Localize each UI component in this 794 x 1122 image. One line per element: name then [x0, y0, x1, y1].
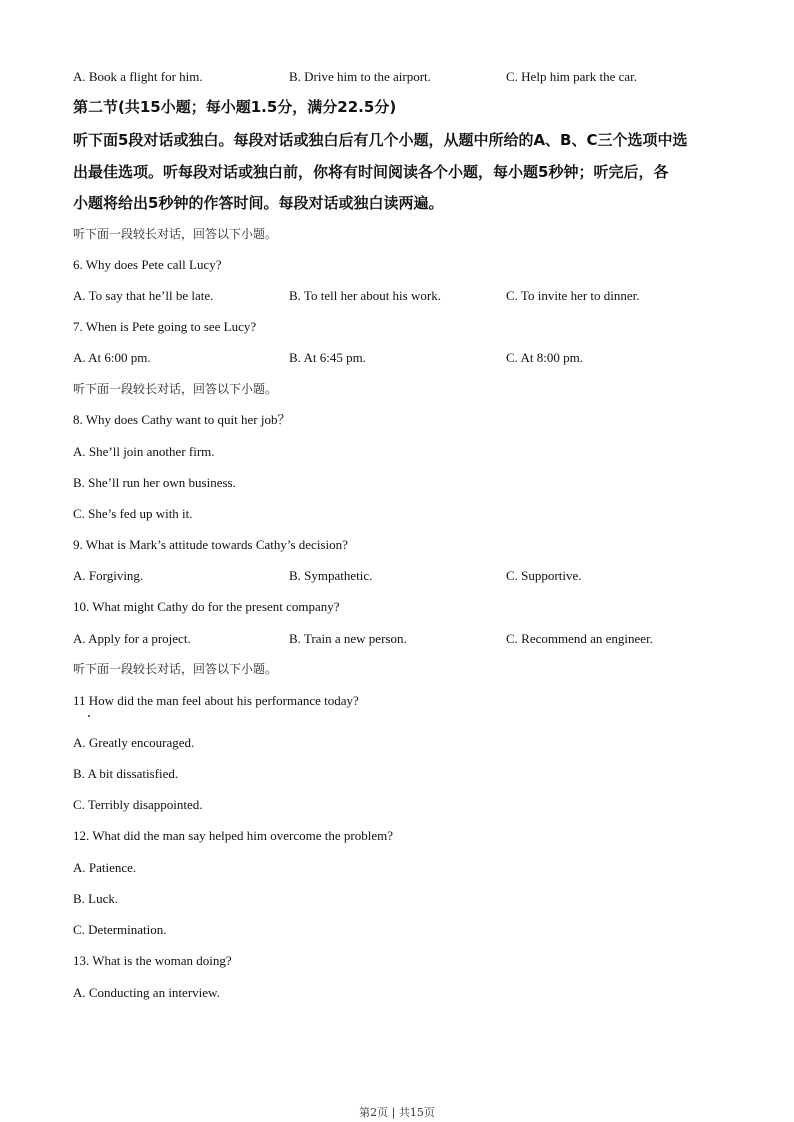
q10-option-a: A. Apply for a project. [73, 631, 191, 646]
q6-option-a: A. To say that he’ll be late. [73, 288, 214, 303]
q13-question: 13. What is the woman doing? [73, 953, 232, 968]
q10-option-b: B. Train a new person. [289, 631, 407, 646]
q11-option-b: B. A bit dissatisfied. [73, 766, 179, 781]
q10-option-c: C. Recommend an engineer. [506, 631, 653, 646]
section2-instruction-line-1: 听下面5段对话或独白。每段对话或独白后有几个小题，从题中所给的A、B、C三个选项中选 [73, 131, 688, 149]
q9-question: 9. What is Mark’s attitude towards Cathy’s decision? [73, 537, 348, 552]
listen-note-1: 听下面一段较长对话，回答以下小题。 [73, 227, 278, 241]
q5-option-b: B. Drive him to the airport. [289, 69, 431, 84]
section2-instruction-line-3: 小题将给出5秒钟的作答时间。每段对话或独白读两遍。 [73, 194, 444, 212]
q12-question: 12. What did the man say helped him overcome the problem? [73, 828, 393, 843]
q11-option-c: C. Terribly disappointed. [73, 797, 203, 812]
listen-note-2: 听下面一段较长对话，回答以下小题。 [73, 382, 278, 396]
q9-option-c: C. Supportive. [506, 568, 582, 583]
q12-option-a: A. Patience. [73, 860, 137, 875]
q11-question: 11 How did the man feel about his performance today? [73, 693, 359, 708]
q12-option-b: B. Luck. [73, 891, 119, 906]
q5-option-a: A. Book a flight for him. [73, 69, 203, 84]
q8-option-b: B. She’ll run her own business. [73, 475, 236, 490]
q8-question: 8. Why does Cathy want to quit her job？ [73, 412, 291, 427]
stray-dot [88, 715, 90, 717]
q6-option-c: C. To invite her to dinner. [506, 288, 640, 303]
q11-option-a: A. Greatly encouraged. [73, 735, 195, 750]
page-footer: 第2页 | 共15页 [359, 1106, 435, 1119]
q8-option-c: C. She’s fed up with it. [73, 506, 193, 521]
listen-note-3: 听下面一段较长对话，回答以下小题。 [73, 662, 278, 676]
q5-option-c: C. Help him park the car. [506, 69, 638, 84]
q6-option-b: B. To tell her about his work. [289, 288, 441, 303]
q6-question: 6. Why does Pete call Lucy? [73, 257, 222, 272]
section2-heading: 第二节(共15小题；每小题1.5分，满分22.5分) [73, 98, 397, 116]
q12-option-c: C. Determination. [73, 922, 167, 937]
q9-option-b: B. Sympathetic. [289, 568, 373, 583]
q13-option-a: A. Conducting an interview. [73, 985, 220, 1000]
q10-question: 10. What might Cathy do for the present company? [73, 599, 340, 614]
q7-option-a: A. At 6:00 pm. [73, 350, 151, 365]
q7-option-b: B. At 6:45 pm. [289, 350, 366, 365]
q7-option-c: C. At 8:00 pm. [506, 350, 583, 365]
q8-option-a: A. She’ll join another firm. [73, 444, 215, 459]
q9-option-a: A. Forgiving. [73, 568, 144, 583]
section2-instruction-line-2: 出最佳选项。听每段对话或独白前，你将有时间阅读各个小题，每小题5秒钟；听完后，各 [73, 163, 669, 181]
q7-question: 7. When is Pete going to see Lucy? [73, 319, 257, 334]
